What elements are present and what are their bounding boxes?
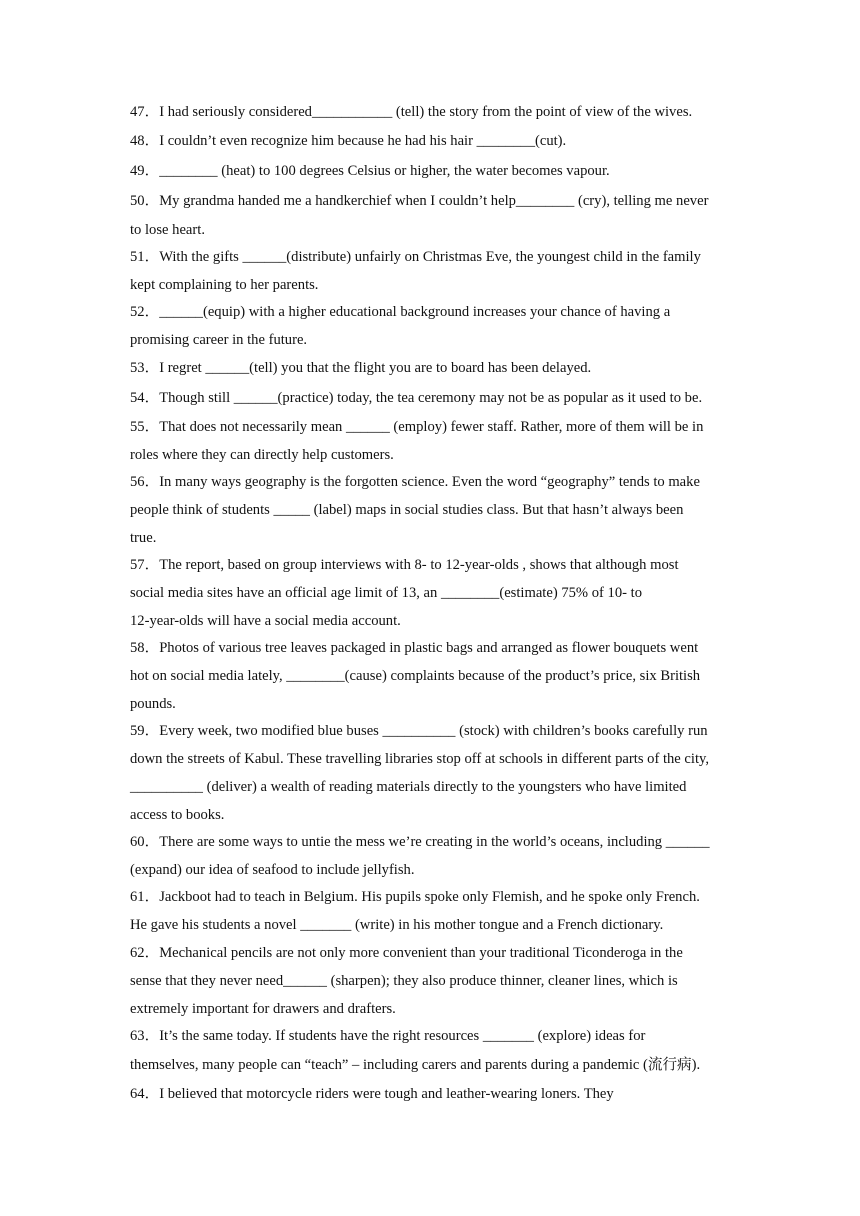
question-61-line: 61．Jackboot had to teach in Belgium. His pupils spoke only Flemish, and he spoke only French.	[130, 889, 700, 905]
question-62-continuation-1: sense that they never need______ (sharpen); they also produce thinner, cleaner lines, which is	[130, 973, 678, 989]
question-59-continuation-2: __________ (deliver) a wealth of reading materials directly to the youngsters who have limited	[130, 779, 687, 795]
question-57-line: 57．The report, based on group interviews with 8- to 12-year-olds , shows that although most	[130, 557, 679, 573]
question-62-line: 62．Mechanical pencils are not only more convenient than your traditional Ticonderoga in the	[130, 945, 683, 961]
question-54-line: 54．Though still ______(practice) today, the tea ceremony may not be as popular as it used to be.	[130, 390, 703, 406]
question-60-continuation: (expand) our idea of seafood to include jellyfish.	[130, 862, 415, 878]
question-55-line: 55．That does not necessarily mean ______ (employ) fewer staff. Rather, more of them will be in	[130, 419, 704, 435]
question-64-line: 64．I believed that motorcycle riders were tough and leather-wearing loners. They	[130, 1086, 614, 1102]
question-57-continuation-1: social media sites have an official age limit of 13, an ________(estimate) 75% of 10- to	[130, 585, 642, 601]
question-48-line: 48．I couldn’t even recognize him because he had his hair ________(cut).	[130, 133, 567, 149]
question-56-continuation-2: true.	[130, 530, 157, 546]
question-53-line: 53．I regret ______(tell) you that the flight you are to board has been delayed.	[130, 360, 592, 376]
question-50-continuation: to lose heart.	[130, 222, 205, 238]
exercise-list	[130, 98, 736, 1108]
question-52-line: 52．______(equip) with a higher educational background increases your chance of having a	[130, 304, 671, 320]
question-58-continuation-2: pounds.	[130, 696, 176, 712]
question-59-continuation-3: access to books.	[130, 807, 225, 823]
question-59-continuation-1: down the streets of Kabul. These travelling libraries stop off at schools in different parts of the city,	[130, 751, 710, 767]
question-47-line: 47．I had seriously considered___________ (tell) the story from the point of view of the wives.	[130, 104, 693, 120]
question-63-line: 63．It’s the same today. If students have the right resources _______ (explore) ideas for	[130, 1028, 646, 1044]
question-51-line: 51．With the gifts ______(distribute) unfairly on Christmas Eve, the youngest child in the family	[130, 249, 701, 265]
question-51-continuation: kept complaining to her parents.	[130, 277, 319, 293]
question-62-continuation-2: extremely important for drawers and drafters.	[130, 1001, 396, 1017]
question-57-continuation-2: 12-year-olds will have a social media account.	[130, 613, 401, 629]
question-56-line: 56．In many ways geography is the forgotten science. Even the word “geography” tends to make	[130, 474, 700, 490]
question-49-line: 49．________ (heat) to 100 degrees Celsius or higher, the water becomes vapour.	[130, 163, 610, 179]
question-61-continuation: He gave his students a novel _______ (write) in his mother tongue and a French dictionary.	[130, 917, 664, 933]
question-55-continuation: roles where they can directly help customers.	[130, 447, 394, 463]
question-52-continuation: promising career in the future.	[130, 332, 308, 348]
question-60-line: 60．There are some ways to untie the mess we’re creating in the world’s oceans, including ______	[130, 834, 710, 850]
question-59-line: 59．Every week, two modified blue buses __________ (stock) with children’s books carefully run	[130, 723, 708, 739]
question-58-line: 58．Photos of various tree leaves packaged in plastic bags and arranged as flower bouquets went	[130, 640, 699, 656]
question-63-continuation: themselves, many people can “teach” – including carers and parents during a pandemic (流行病).	[130, 1057, 701, 1073]
question-50-line: 50．My grandma handed me a handkerchief when I couldn’t help________ (cry), telling me never	[130, 193, 709, 209]
question-56-continuation-1: people think of students _____ (label) maps in social studies class. But that hasn’t always been	[130, 502, 684, 518]
question-58-continuation-1: hot on social media lately, ________(cause) complaints because of the product’s price, six British	[130, 668, 701, 684]
